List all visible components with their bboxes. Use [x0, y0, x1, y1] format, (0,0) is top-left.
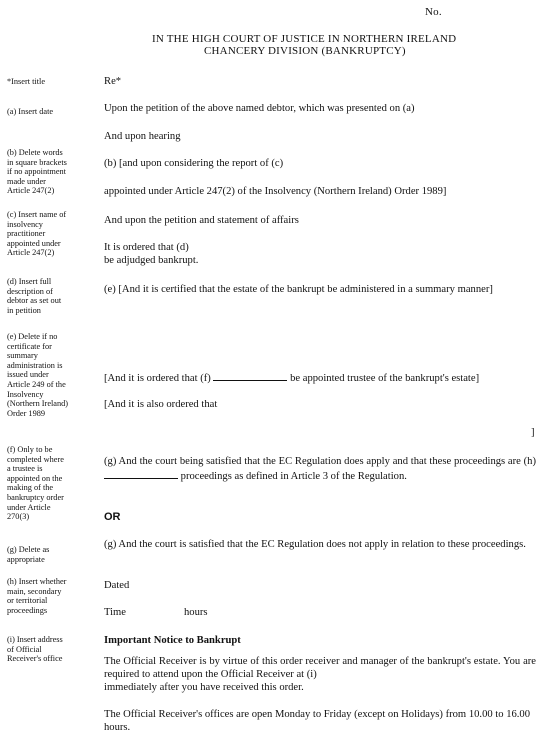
or-separator: OR — [104, 511, 121, 523]
appointed-line: appointed under Article 247(2) of the Insolvency (Northern Ireland) Order 1989] — [104, 186, 447, 197]
ec-not-apply-paragraph: (g) And the court is satisfied that the EC Regulation does not apply in relation to these proceedings. — [104, 539, 526, 550]
hours-label: hours — [184, 607, 208, 618]
margin-note-d: (d) Insert full description of debtor as set out in petition — [7, 277, 62, 315]
trustee-name-blank[interactable] — [213, 371, 287, 381]
statement-line: And upon the petition and statement of affairs — [104, 215, 299, 226]
margin-note-i: (i) Insert address of Official Receiver's office — [7, 635, 63, 664]
notice-paragraph-1-end: immediately after you have received this order. — [104, 682, 304, 693]
court-title: IN THE HIGH COURT OF JUSTICE IN NORTHERN IRELAND — [152, 33, 457, 45]
margin-note-h: (h) Insert whether main, secondary or territorial proceedings — [7, 577, 67, 615]
margin-note-b: (b) Delete words in square brackets if no appointment made under Article 247(2) — [7, 148, 67, 196]
dated-label: Dated — [104, 580, 130, 591]
report-line: (b) [and upon considering the report of (c) — [104, 158, 284, 169]
ordered-line: It is ordered that (d) — [104, 242, 189, 253]
margin-note-a: (a) Insert date — [7, 107, 54, 116]
hearing-line: And upon hearing — [104, 131, 181, 142]
time-label: Time — [104, 607, 126, 618]
margin-note-insert-title: *Insert title — [7, 77, 46, 86]
also-ordered-line: [And it is also ordered that — [104, 399, 218, 410]
case-number-label: No. — [425, 6, 442, 18]
ec-applies-paragraph: (g) And the court being satisfied that the EC Regulation does apply and that these proceedings are (h) proceedings as defined in Article 3 of the Regulation. — [104, 456, 536, 482]
re-line: Re* — [104, 76, 122, 87]
proceedings-type-blank[interactable] — [104, 469, 178, 479]
notice-paragraph-1: The Official Receiver is by virtue of this order receiver and manager of the bankrupt's estate. You are required to attend upon the Official Receiver at (i) — [104, 656, 536, 680]
certified-paragraph: (e) [And it is certified that the estate of the bankrupt be administered in a summary manner] — [104, 284, 493, 295]
notice-heading: Important Notice to Bankrupt — [104, 635, 241, 646]
margin-note-c: (c) Insert name of insolvency practitioner appointed under Article 247(2) — [7, 210, 67, 258]
margin-note-e: (e) Delete if no certificate for summary administration is issued under Article 249 of the Insolvency (Northern Ireland) Order 1989 — [7, 332, 69, 418]
trustee-line: [And it is ordered that (f) be appointed trustee of the bankrupt's estate] — [104, 373, 480, 384]
petition-line: Upon the petition of the above named debtor, which was presented on (a) — [104, 103, 415, 114]
margin-note-f: (f) Only to be completed where a trustee is appointed on the making of the bankruptcy order under Article 270(3) — [7, 445, 64, 522]
margin-note-g: (g) Delete as appropriate — [7, 545, 50, 564]
adjudged-line: be adjudged bankrupt. — [104, 255, 199, 266]
closing-bracket: ] — [531, 427, 535, 438]
notice-paragraph-2: The Official Receiver's offices are open Monday to Friday (except on Holidays) from 10.00 to 16.00 hours. — [104, 709, 531, 733]
division-title: CHANCERY DIVISION (BANKRUPTCY) — [204, 45, 406, 57]
